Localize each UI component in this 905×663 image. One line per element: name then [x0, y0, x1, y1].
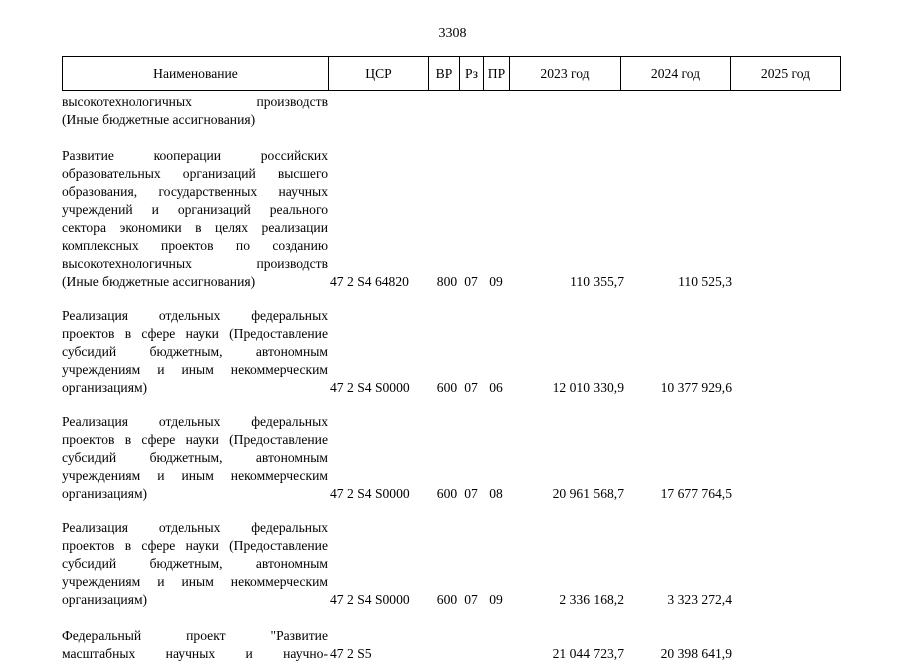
header-rz: Рз: [460, 57, 484, 90]
header-csr: ЦСР: [329, 57, 429, 90]
row-name-line: комплексных проектов по созданию: [62, 238, 328, 253]
cell-csr: 47 2 S4 64820: [330, 274, 409, 289]
header-vr: ВР: [429, 57, 460, 90]
row-name-line: Развитие кооперации российских: [62, 148, 328, 163]
row-name: [62, 519, 328, 609]
row-name-line: образовательных организаций высшего: [62, 166, 328, 181]
table-row: [62, 519, 841, 609]
cell-2023: 110 355,7: [570, 274, 624, 289]
cell-csr: 47 2 S4 S0000: [330, 592, 410, 607]
cell-vr: 600: [436, 380, 458, 395]
row-name-line: учреждений и организаций реального: [62, 202, 328, 217]
row-name-line: высокотехнологичных производств: [62, 94, 328, 109]
cell-pr: 09: [489, 274, 503, 289]
row-name: [62, 93, 328, 129]
row-name-line: учреждениям и иным некоммерческим: [62, 362, 328, 377]
cell-2024: [622, 111, 732, 129]
row-name-line: проектов в сфере науки (Предоставление: [62, 326, 328, 341]
cell-pr: 09: [489, 592, 503, 607]
cell-2025: [732, 645, 840, 663]
table-row: [62, 93, 841, 129]
table-header: [62, 56, 841, 91]
cell-2023: 12 010 330,9: [552, 380, 624, 395]
row-name-line: проектов в сфере науки (Предоставление: [62, 538, 328, 553]
cell-csr: 47 2 S4 S0000: [330, 380, 410, 395]
cell-2023: 20 961 568,7: [552, 486, 624, 501]
row-name-line: учреждениям и иным некоммерческим: [62, 574, 328, 589]
row-name-line: (Иные бюджетные ассигнования): [62, 274, 256, 289]
cell-rz: [460, 111, 482, 129]
header-pr: ПР: [484, 57, 510, 90]
cell-rz: 07: [464, 274, 478, 289]
cell-pr: 08: [489, 486, 503, 501]
cell-2025: [732, 111, 840, 129]
row-name: [62, 147, 328, 291]
row-name: [62, 307, 328, 397]
row-name-line: Федеральный проект "Развитие: [62, 628, 328, 643]
header-2023: 2023 год: [510, 57, 621, 90]
cell-vr: 800: [436, 274, 458, 289]
row-name-line: проектов в сфере науки (Предоставление: [62, 432, 328, 447]
row-name-line: субсидий бюджетным, автономным: [62, 556, 328, 571]
row-name-line: Реализация отдельных федеральных: [62, 308, 328, 323]
cell-csr: 47 2 S5: [330, 646, 372, 661]
row-name-line: высокотехнологичных производств: [62, 256, 328, 271]
table-row: [62, 307, 841, 397]
cell-2025: [732, 273, 840, 291]
cell-2025: [732, 485, 840, 503]
cell-2025: [732, 591, 840, 609]
cell-2023: 2 336 168,2: [559, 592, 624, 607]
cell-2024: 10 377 929,6: [660, 380, 732, 395]
cell-vr: [435, 645, 459, 663]
cell-pr: 06: [489, 380, 503, 395]
table-row: [62, 147, 841, 291]
cell-vr: [435, 111, 459, 129]
row-name-line: учреждениям и иным некоммерческим: [62, 468, 328, 483]
table-body: [62, 93, 841, 663]
page-number: 3308: [438, 26, 467, 41]
row-name-line: сектора экономики в целях реализации: [62, 220, 328, 235]
cell-2023: [510, 111, 624, 129]
cell-csr: 47 2 S4 S0000: [330, 486, 410, 501]
row-name: [62, 627, 328, 663]
cell-rz: [460, 645, 482, 663]
cell-2025: [732, 379, 840, 397]
header-name: Наименование: [63, 57, 329, 90]
row-name-line: организациям): [62, 380, 148, 395]
cell-2024: 110 525,3: [678, 274, 732, 289]
cell-2024: 20 398 641,9: [660, 646, 732, 661]
header-2024: 2024 год: [621, 57, 731, 90]
row-name-line: образования, государственных научных: [62, 184, 328, 199]
cell-2024: 17 677 764,5: [660, 486, 732, 501]
row-name-line: (Иные бюджетные ассигнования): [62, 112, 256, 127]
table-row: [62, 413, 841, 503]
table-row: [62, 627, 841, 663]
header-2025: 2025 год: [760, 65, 811, 81]
row-name: [62, 413, 328, 503]
cell-rz: 07: [464, 486, 478, 501]
row-name-line: организациям): [62, 486, 148, 501]
cell-vr: 600: [436, 592, 458, 607]
row-name-line: организациям): [62, 592, 148, 607]
row-name-line: субсидий бюджетным, автономным: [62, 344, 328, 359]
cell-rz: 07: [464, 380, 478, 395]
cell-2024: 3 323 272,4: [667, 592, 732, 607]
cell-vr: 600: [436, 486, 458, 501]
cell-pr: [484, 111, 508, 129]
row-name-line: субсидий бюджетным, автономным: [62, 450, 328, 465]
cell-2023: 21 044 723,7: [552, 646, 624, 661]
cell-pr: [484, 645, 508, 663]
row-name-line: Реализация отдельных федеральных: [62, 520, 328, 535]
row-name-line: Реализация отдельных федеральных: [62, 414, 328, 429]
row-name-line: масштабных научных и научно-: [62, 646, 328, 661]
cell-rz: 07: [464, 592, 478, 607]
